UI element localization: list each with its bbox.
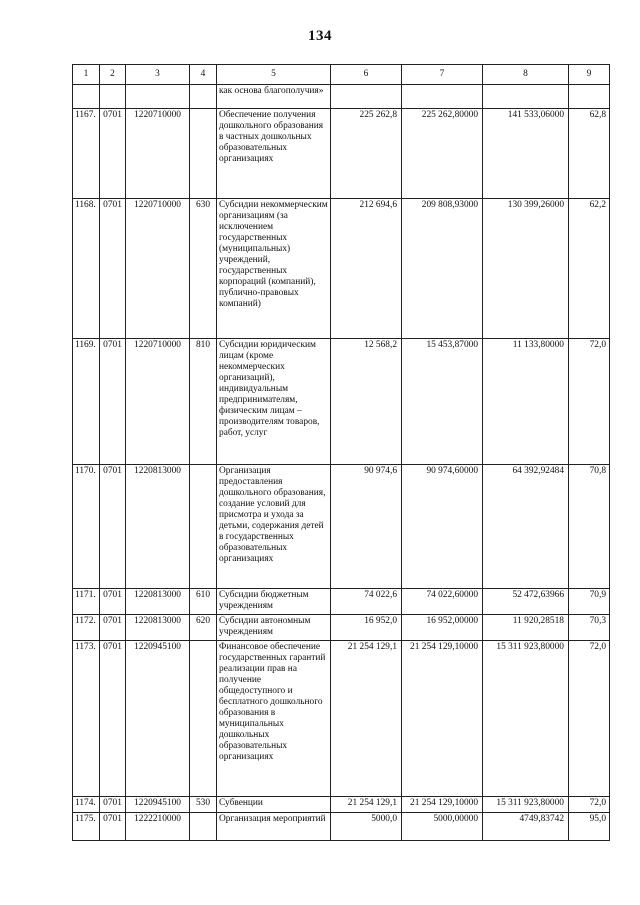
header-col-1: 1 bbox=[73, 65, 100, 85]
executed-amount: 64 392,92484 bbox=[483, 465, 569, 589]
row-number: 1170. bbox=[73, 465, 100, 589]
section-code: 0701 bbox=[100, 339, 126, 465]
executed-amount: 141 533,06000 bbox=[483, 109, 569, 199]
expense-type-code: 630 bbox=[190, 199, 217, 339]
execution-percent: 70,9 bbox=[569, 589, 610, 615]
table-body bbox=[73, 85, 610, 841]
section-code bbox=[100, 85, 126, 109]
target-code bbox=[126, 85, 190, 109]
row-number bbox=[73, 85, 100, 109]
planned-amount: 21 254 129,1 bbox=[331, 641, 402, 797]
executed-amount: 11 133,80000 bbox=[483, 339, 569, 465]
planned-amount: 12 568,2 bbox=[331, 339, 402, 465]
table-row bbox=[73, 109, 610, 199]
row-number: 1168. bbox=[73, 199, 100, 339]
table-row bbox=[73, 199, 610, 339]
execution-percent: 72,0 bbox=[569, 339, 610, 465]
section-code: 0701 bbox=[100, 199, 126, 339]
item-name: Организация предоставления дошкольного образования, создание условий для присмотра и ухода за детьми, содержания детей в государственных образовательных организациях bbox=[217, 465, 331, 589]
approved-amount: 209 808,93000 bbox=[402, 199, 483, 339]
item-name: Организация мероприятий bbox=[217, 813, 331, 841]
item-name: Финансовое обеспечение государственных гарантий реализации прав на получение общедоступного и бесплатного дошкольного образования в муниципальных дошкольных образовательных организациях bbox=[217, 641, 331, 797]
row-number: 1172. bbox=[73, 615, 100, 641]
section-code: 0701 bbox=[100, 797, 126, 813]
expense-type-code bbox=[190, 85, 217, 109]
approved-amount: 21 254 129,10000 bbox=[402, 797, 483, 813]
target-code: 1220813000 bbox=[126, 589, 190, 615]
planned-amount: 74 022,6 bbox=[331, 589, 402, 615]
section-code: 0701 bbox=[100, 615, 126, 641]
table-header bbox=[73, 65, 610, 85]
expense-type-code: 620 bbox=[190, 615, 217, 641]
table-row bbox=[73, 465, 610, 589]
header-col-4: 4 bbox=[190, 65, 217, 85]
planned-amount: 21 254 129,1 bbox=[331, 797, 402, 813]
table-row bbox=[73, 797, 610, 813]
item-name: Субсидии юридическим лицам (кроме некоммерческих организаций), индивидуальным предпринимателям, физическим лицам – производителям товаров, работ, услуг bbox=[217, 339, 331, 465]
header-row bbox=[73, 65, 610, 85]
row-number: 1173. bbox=[73, 641, 100, 797]
executed-amount: 11 920,28518 bbox=[483, 615, 569, 641]
table-row bbox=[73, 615, 610, 641]
item-name: Субсидии автономным учреждениям bbox=[217, 615, 331, 641]
expense-type-code bbox=[190, 641, 217, 797]
table-row bbox=[73, 339, 610, 465]
planned-amount: 212 694,6 bbox=[331, 199, 402, 339]
execution-percent: 62,8 bbox=[569, 109, 610, 199]
target-code: 1220710000 bbox=[126, 339, 190, 465]
target-code: 1220945100 bbox=[126, 641, 190, 797]
expense-type-code bbox=[190, 813, 217, 841]
expense-type-code: 530 bbox=[190, 797, 217, 813]
planned-amount bbox=[331, 85, 402, 109]
row-number: 1171. bbox=[73, 589, 100, 615]
approved-amount: 15 453,87000 bbox=[402, 339, 483, 465]
section-code: 0701 bbox=[100, 813, 126, 841]
item-name: Обеспечение получения дошкольного образования в частных дошкольных образовательных организациях bbox=[217, 109, 331, 199]
planned-amount: 5000,0 bbox=[331, 813, 402, 841]
planned-amount: 225 262,8 bbox=[331, 109, 402, 199]
approved-amount: 225 262,80000 bbox=[402, 109, 483, 199]
approved-amount bbox=[402, 85, 483, 109]
target-code: 1220710000 bbox=[126, 199, 190, 339]
execution-percent bbox=[569, 85, 610, 109]
executed-amount bbox=[483, 85, 569, 109]
target-code: 1222210000 bbox=[126, 813, 190, 841]
row-number: 1175. bbox=[73, 813, 100, 841]
item-name: Субвенции bbox=[217, 797, 331, 813]
budget-table bbox=[72, 64, 610, 841]
row-number: 1174. bbox=[73, 797, 100, 813]
row-number: 1169. bbox=[73, 339, 100, 465]
header-col-5: 5 bbox=[217, 65, 331, 85]
execution-percent: 72,0 bbox=[569, 797, 610, 813]
table-row bbox=[73, 813, 610, 841]
header-col-8: 8 bbox=[483, 65, 569, 85]
approved-amount: 5000,00000 bbox=[402, 813, 483, 841]
expense-type-code bbox=[190, 465, 217, 589]
table-row bbox=[73, 641, 610, 797]
execution-percent: 72,0 bbox=[569, 641, 610, 797]
table-row bbox=[73, 589, 610, 615]
section-code: 0701 bbox=[100, 589, 126, 615]
table-row bbox=[73, 85, 610, 109]
item-name: Субсидии некоммерческим организациям (за исключением государственных (муниципальных) учреждений, государственных корпораций (компаний), публично-правовых компаний) bbox=[217, 199, 331, 339]
approved-amount: 90 974,60000 bbox=[402, 465, 483, 589]
execution-percent: 70,8 bbox=[569, 465, 610, 589]
header-col-6: 6 bbox=[331, 65, 402, 85]
approved-amount: 74 022,60000 bbox=[402, 589, 483, 615]
expense-type-code: 810 bbox=[190, 339, 217, 465]
section-code: 0701 bbox=[100, 641, 126, 797]
header-col-3: 3 bbox=[126, 65, 190, 85]
approved-amount: 21 254 129,10000 bbox=[402, 641, 483, 797]
header-col-9: 9 bbox=[569, 65, 610, 85]
target-code: 1220945100 bbox=[126, 797, 190, 813]
planned-amount: 90 974,6 bbox=[331, 465, 402, 589]
item-name: как основа благополучия» bbox=[217, 85, 331, 109]
section-code: 0701 bbox=[100, 109, 126, 199]
executed-amount: 130 399,26000 bbox=[483, 199, 569, 339]
header-col-2: 2 bbox=[100, 65, 126, 85]
execution-percent: 70,3 bbox=[569, 615, 610, 641]
planned-amount: 16 952,0 bbox=[331, 615, 402, 641]
executed-amount: 52 472,63966 bbox=[483, 589, 569, 615]
executed-amount: 15 311 923,80000 bbox=[483, 641, 569, 797]
executed-amount: 4749,83742 bbox=[483, 813, 569, 841]
page-number: 134 bbox=[308, 28, 332, 44]
execution-percent: 95,0 bbox=[569, 813, 610, 841]
target-code: 1220710000 bbox=[126, 109, 190, 199]
executed-amount: 15 311 923,80000 bbox=[483, 797, 569, 813]
approved-amount: 16 952,00000 bbox=[402, 615, 483, 641]
row-number: 1167. bbox=[73, 109, 100, 199]
item-name: Субсидии бюджетным учреждениям bbox=[217, 589, 331, 615]
expense-type-code: 610 bbox=[190, 589, 217, 615]
target-code: 1220813000 bbox=[126, 615, 190, 641]
expense-type-code bbox=[190, 109, 217, 199]
section-code: 0701 bbox=[100, 465, 126, 589]
target-code: 1220813000 bbox=[126, 465, 190, 589]
execution-percent: 62,2 bbox=[569, 199, 610, 339]
header-col-7: 7 bbox=[402, 65, 483, 85]
